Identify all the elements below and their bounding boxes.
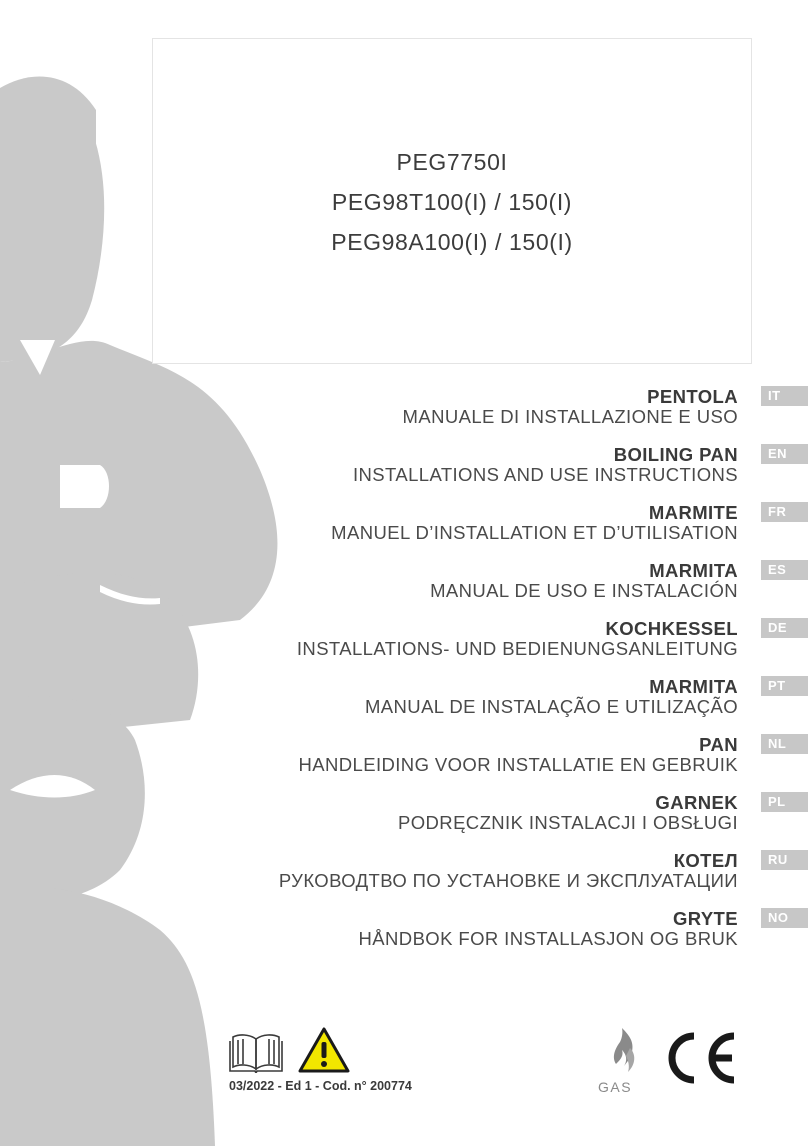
warning-triangle-icon [298,1026,350,1074]
open-book-icon [229,1031,283,1073]
manual-title: MANUAL DE INSTALAÇÃO E UTILIZAÇÃO [365,696,738,717]
entry-ru [0,851,808,911]
entry-nl [0,735,808,795]
product-name: PENTOLA [647,386,738,407]
manual-title: PODRĘCZNIK INSTALACJI I OBSŁUGI [398,812,738,833]
product-name: KOCHKESSEL [605,618,738,639]
entry-fr [0,503,808,563]
language-tab: IT [761,386,808,406]
manual-title: MANUAL DE USO E INSTALACIÓN [430,580,738,601]
entry-it [0,387,808,447]
entry-pl [0,793,808,853]
entry-es [0,561,808,621]
language-tab: EN [761,444,808,464]
entry-pt [0,677,808,737]
gas-label: GAS [598,1079,633,1095]
manual-title: РУКОВОДТВО ПО УСТАНОВКЕ И ЭКСПЛУАТАЦИИ [278,870,738,891]
language-tab: ES [761,560,808,580]
product-name: КОТЕЛ [673,850,738,871]
entry-de [0,619,808,679]
language-tab: RU [761,850,808,870]
product-name: GRYTE [672,908,738,929]
model-box [152,38,752,364]
product-name: MARMITA [649,560,738,581]
language-tab: DE [761,618,808,638]
model-line-1: PEG7750I [396,149,508,175]
entry-en [0,445,808,505]
product-name: PAN [699,734,738,755]
manual-title: MANUALE DI INSTALLAZIONE E USO [402,406,738,427]
document-code: 03/2022 - Ed 1 - Cod. n° 200774 [229,1079,412,1093]
product-name: BOILING PAN [613,444,738,465]
language-tab: NL [761,734,808,754]
manual-title: HÅNDBOK FOR INSTALLASJON OG BRUK [358,928,738,949]
language-tab: NO [761,908,808,928]
manual-title: INSTALLATIONS AND USE INSTRUCTIONS [352,464,738,485]
manual-title: MANUEL D’INSTALLATION ET D’UTILISATION [331,522,738,543]
language-tab: PL [761,792,808,812]
product-name: MARMITE [648,502,738,523]
language-tab: FR [761,502,808,522]
manual-title: INSTALLATIONS- UND BEDIENUNGSANLEITUNG [296,638,738,659]
model-line-2: PEG98T100(I) / 150(I) [331,189,573,215]
product-name: MARMITA [649,676,738,697]
language-tab: PT [761,676,808,696]
entry-no [0,909,808,969]
product-name: GARNEK [655,792,738,813]
model-line-3: PEG98A100(I) / 150(I) [331,229,573,255]
ce-mark [662,1030,740,1086]
gas-flame-icon [600,1026,650,1076]
manual-title: HANDLEIDING VOOR INSTALLATIE EN GEBRUIK [298,754,738,775]
